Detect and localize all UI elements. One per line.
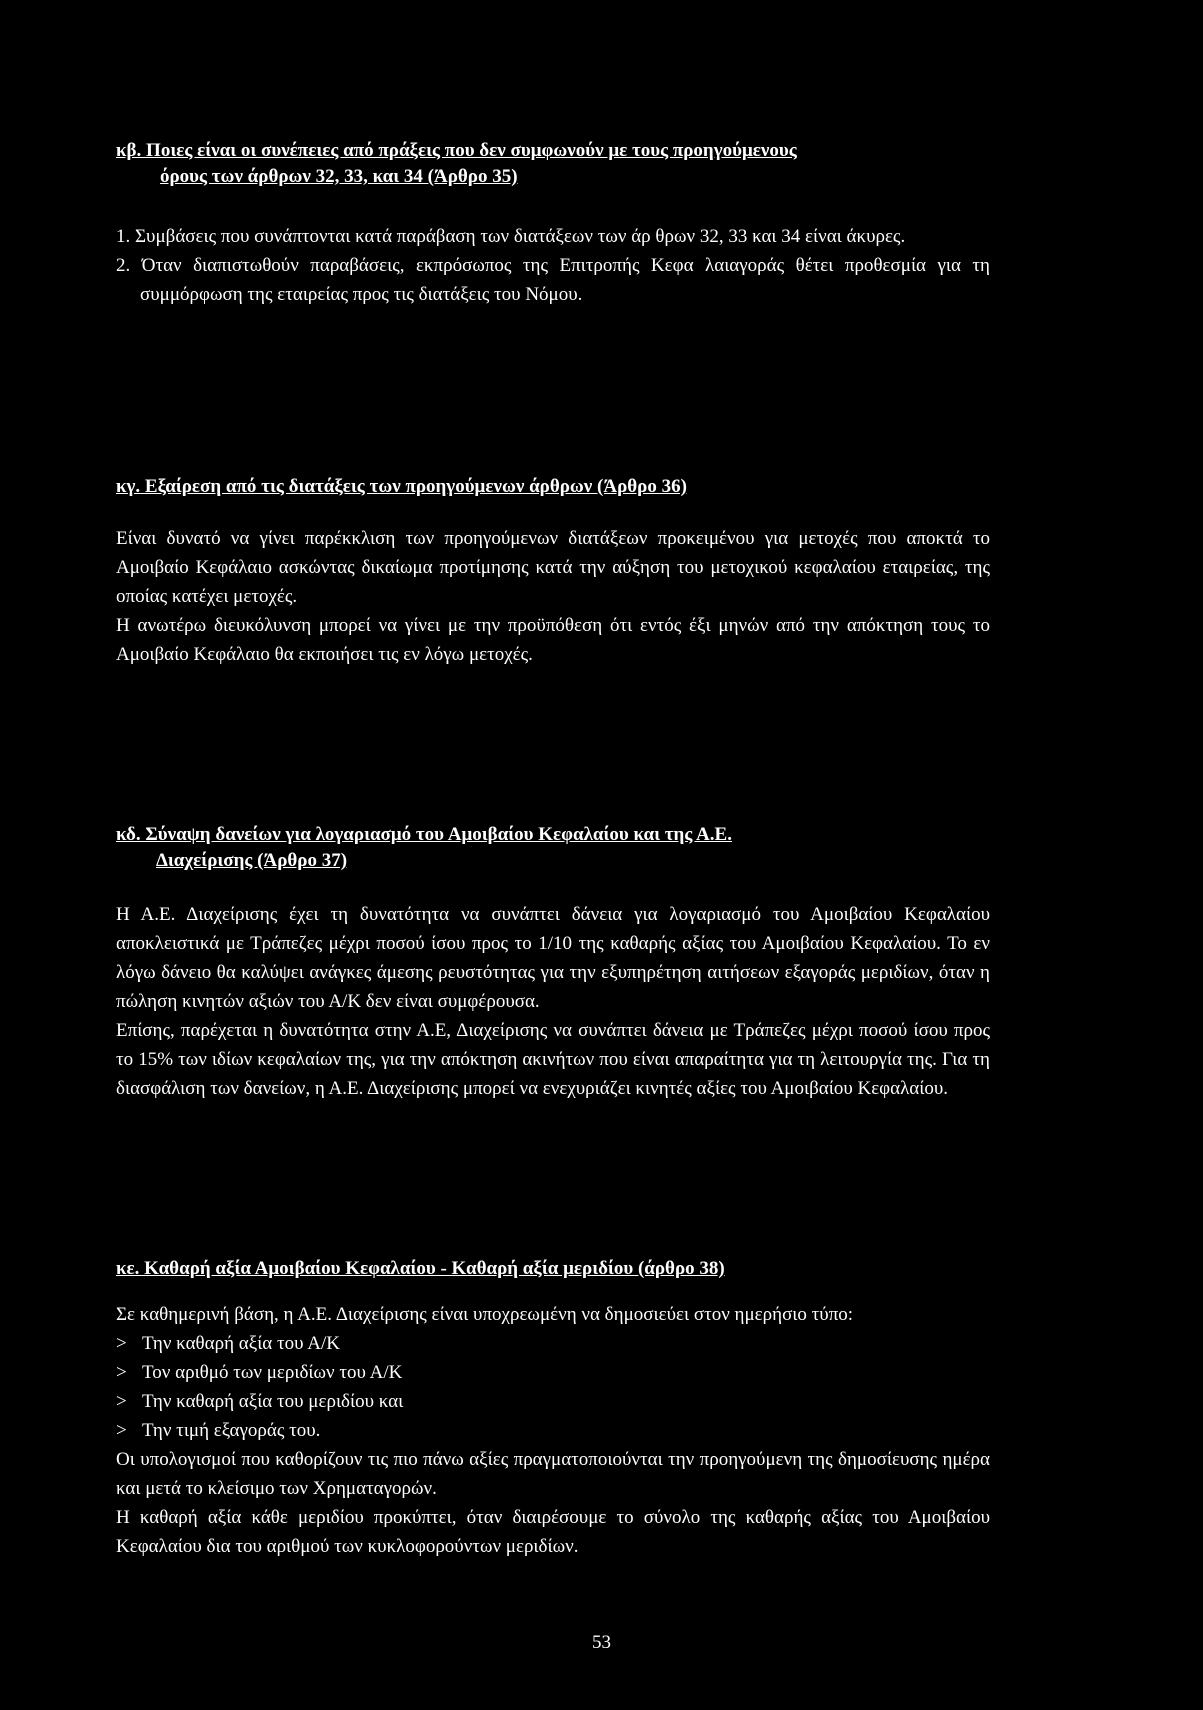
- heading-line: Διαχείρισης (Άρθρο 37): [156, 850, 348, 871]
- bullet-item: [116, 1329, 990, 1358]
- arrow-bullet-icon: >: [116, 1362, 127, 1383]
- section-heading: [116, 822, 990, 874]
- bullet-text: Την τιμή εξαγοράς του.: [142, 1420, 321, 1441]
- paragraph: Είναι δυνατό να γίνει παρέκκλιση των προηγούμενων διατάξεων προκειμένου για μετοχές που αποκτά το Αμοιβαίο Κεφάλαιο ασκώντας δικαίωμα προτίμησης κατά την αύξηση του μετοχικού κεφαλαίου εταιρείας, της οποίας κατέχει μετοχές.: [116, 528, 990, 607]
- paragraph: Η καθαρή αξία κάθε μεριδίου προκύπτει, όταν διαιρέσουμε το σύνολο της καθαρής αξίας του Αμοιβαίου Κεφαλαίου δια του αριθμού των κυκλοφορούντων μεριδίων.: [116, 1507, 990, 1557]
- bullet-item: [116, 1358, 990, 1387]
- section-kb: [116, 138, 990, 309]
- section-heading: κγ. Εξαίρεση από τις διατάξεις των προηγούμενων άρθρων (Άρθρο 36): [116, 476, 687, 497]
- bullet-text: Την καθαρή αξία του Α/Κ: [142, 1333, 340, 1354]
- page-number: 53: [592, 1632, 611, 1653]
- section-kg: [116, 474, 990, 669]
- numbered-item: 2. Όταν διαπιστωθούν παραβάσεις, εκπρόσωπος της Επιτροπής Κεφα λαιαγοράς θέτει προθεσμία για τη συμμόρφωση της εταιρείας προς τις διατάξεις του Νόμου.: [116, 255, 990, 305]
- section-heading: [116, 138, 990, 190]
- paragraph: Σε καθημερινή βάση, η Α.Ε. Διαχείρισης είναι υποχρεωμένη να δημοσιεύει στον ημερήσιο τύπο:: [116, 1304, 854, 1325]
- bullet-item: [116, 1416, 990, 1445]
- heading-line: κβ. Ποιες είναι οι συνέπειες από πράξεις που δεν συμφωνούν με τους προηγούμενους: [116, 140, 797, 161]
- section-kd: [116, 822, 990, 1103]
- paragraph: Η ανωτέρω διευκόλυνση μπορεί να γίνει με την προϋπόθεση ότι εντός έξι μηνών από την απόκτηση τους το Αμοιβαίο Κεφάλαιο θα εκποιήσει τις εν λόγω μετοχές.: [116, 615, 990, 665]
- arrow-bullet-icon: >: [116, 1391, 127, 1412]
- paragraph: Οι υπολογισμοί που καθορίζουν τις πιο πάνω αξίες πραγματοποιούνται την προηγούμενη της δημοσίευσης ημέρα και μετά το κλείσιμο των Χρηματαγορών.: [116, 1449, 990, 1499]
- numbered-item: 1. Συμβάσεις που συνάπτονται κατά παράβαση των διατάξεων των άρ θρων 32, 33 και 34 είναι άκυρες.: [116, 226, 906, 247]
- paragraph: Η Α.Ε. Διαχείρισης έχει τη δυνατότητα να συνάπτει δάνεια για λογαριασμό του Αμοιβαίου Κεφαλαίου αποκλειστικά με Τράπεζες μέχρι ποσού ίσου προς το 1/10 της καθαρής αξίας του Αμοιβαίου Κεφαλαίου. Το εν λόγω δάνειο θα καλύψει ανάγκες άμεσης ρευστότητας για την εξυπηρέτηση αιτήσεων εξαγοράς μεριδίων, όταν η πώληση κινητών αξιών του Α/Κ δεν είναι συμφέρουσα.: [116, 904, 990, 1012]
- section-heading: κε. Καθαρή αξία Αμοιβαίου Κεφαλαίου - Καθαρή αξία μεριδίου (άρθρο 38): [116, 1258, 725, 1279]
- section-ke: [116, 1256, 990, 1561]
- heading-line: όρους των άρθρων 32, 33, και 34 (Άρθρο 35): [160, 166, 518, 187]
- bullet-item: [116, 1387, 990, 1416]
- paragraph: Επίσης, παρέχεται η δυνατότητα στην Α.Ε, Διαχείρισης να συνάπτει δάνεια με Τράπεζες μέχρι ποσού ίσου προς το 15% των ιδίων κεφαλαίων της, για την απόκτηση ακινήτων που είναι απαραίτητα για τη λειτουργία της. Για τη διασφάλιση των δανείων, η Α.Ε. Διαχείρισης μπορεί να ενεχυριάζει κινητές αξίες του Αμοιβαίου Κεφαλαίου.: [116, 1020, 990, 1099]
- arrow-bullet-icon: >: [116, 1333, 127, 1354]
- bullet-text: Την καθαρή αξία του μεριδίου και: [142, 1391, 404, 1412]
- heading-line: κδ. Σύναψη δανείων για λογαριασμό του Αμοιβαίου Κεφαλαίου και της Α.Ε.: [116, 824, 732, 845]
- arrow-bullet-icon: >: [116, 1420, 127, 1441]
- bullet-text: Τον αριθμό των μεριδίων του Α/Κ: [142, 1362, 403, 1383]
